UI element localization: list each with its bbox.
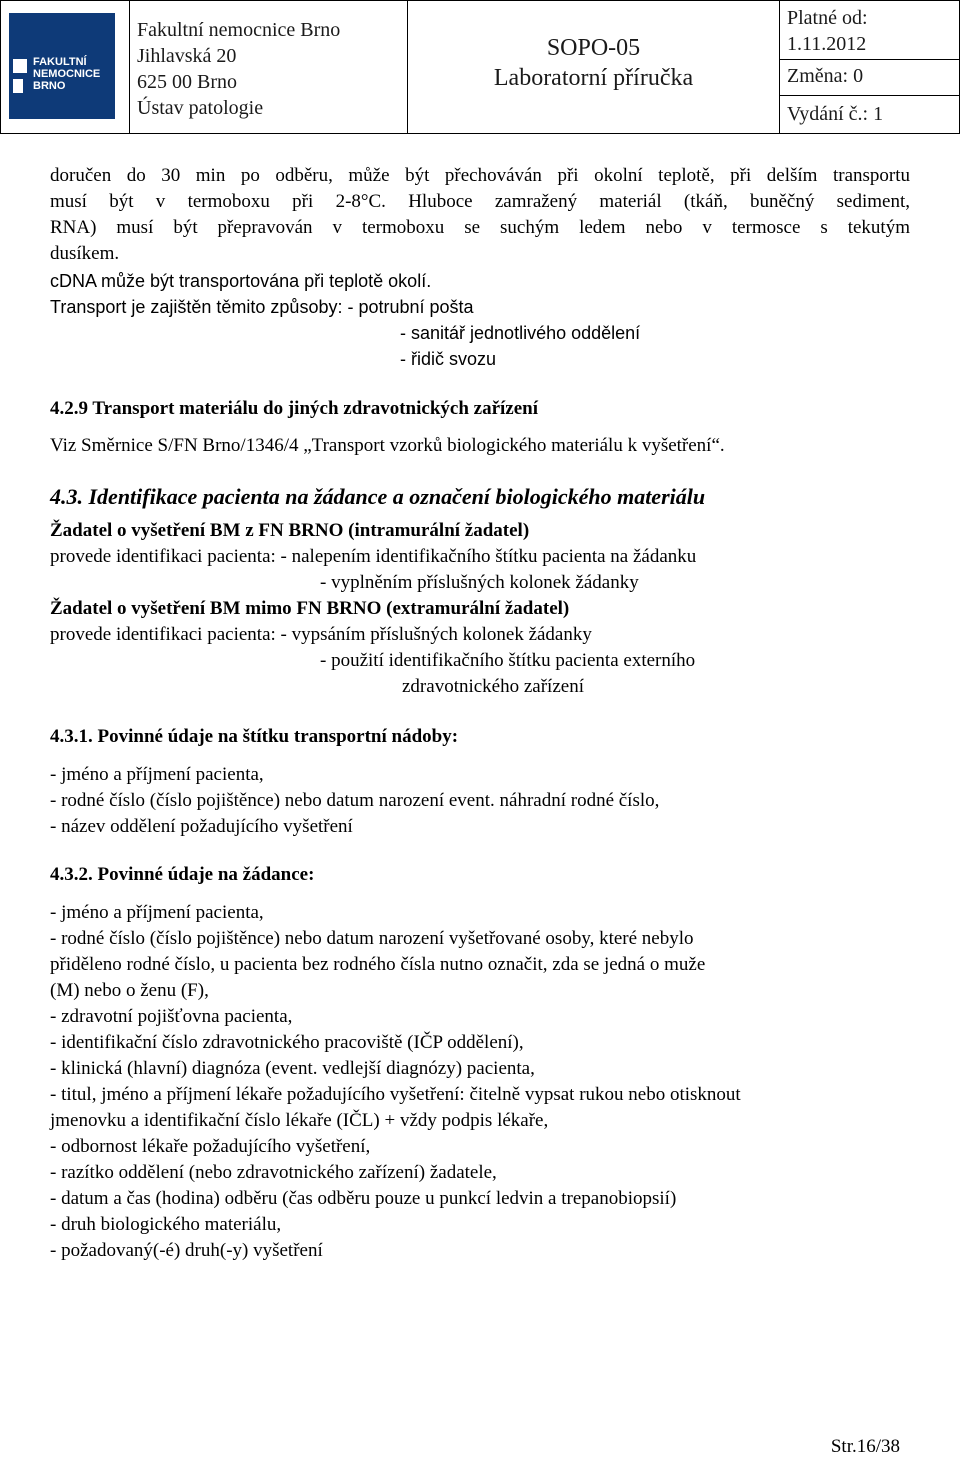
request-item: - datum a čas (hodina) odběru (čas odběru pouze u punkcí ledvin a trepanobiopsií) — [50, 1188, 677, 1209]
request-item: - jméno a příjmení pacienta, — [50, 902, 264, 923]
transport-intro: Transport je zajištěn těmito způsoby: - potrubní pošta — [50, 297, 474, 317]
request-item: - titul, jméno a příjmení lékaře požadujícího vyšetření: čitelně vypsat rukou nebo otisknout — [50, 1084, 741, 1105]
logo-text: FAKULTNÍ — [33, 56, 87, 68]
request-item: - odbornost lékaře požadujícího vyšetření, — [50, 1136, 371, 1157]
meta-cell — [779, 0, 960, 134]
intramural-line: - vyplněním příslušných kolonek žádanky — [320, 572, 639, 593]
request-item: - rodné číslo (číslo pojištěnce) nebo datum narození vyšetřované osoby, které nebylo — [50, 928, 694, 949]
org-department: Ústav patologie — [137, 97, 264, 119]
edition-number: Vydání č.: 1 — [787, 103, 884, 125]
extramural-line: - použití identifikačního štítku pacienta externího — [320, 650, 696, 671]
org-street: Jihlavská 20 — [137, 45, 237, 67]
logo-mark-icon — [13, 79, 23, 93]
request-item: přiděleno rodné číslo, u pacienta bez rodného čísla nutno označit, zda se jedná o muže — [50, 954, 706, 975]
transport-item: - sanitář jednotlivého oddělení — [400, 323, 641, 343]
doc-title: Laboratorní příručka — [493, 65, 694, 91]
valid-date: 1.11.2012 — [787, 33, 867, 55]
paragraph-line: musí být v termoboxu při 2-8°C. Hluboce zamražený materiál (tkáň, buněčný sediment, — [50, 191, 910, 212]
directive-reference: Viz Směrnice S/FN Brno/1346/4 „Transport vzorků biologického materiálu k vyšetření“. — [50, 435, 725, 456]
intramural-line: provede identifikaci pacienta: - nalepením identifikačního štítku pacienta na žádanku — [50, 546, 697, 567]
page-number: Str.16/38 — [830, 1436, 900, 1457]
label-item: - název oddělení požadujícího vyšetření — [50, 816, 353, 837]
org-city: 625 00 Brno — [137, 71, 237, 93]
doc-code: SOPO-05 — [546, 35, 641, 61]
request-item: - požadovaný(-é) druh(-y) vyšetření — [50, 1240, 323, 1261]
meta-divider — [779, 59, 960, 60]
label-item: - jméno a příjmení pacienta, — [50, 764, 264, 785]
request-item: (M) nebo o ženu (F), — [50, 980, 209, 1001]
logo-text: NEMOCNICE — [33, 68, 101, 80]
extramural-heading: Žadatel o vyšetření BM mimo FN BRNO (extramurální žadatel) — [50, 598, 570, 619]
intramural-heading: Žadatel o vyšetření BM z FN BRNO (intramurální žadatel) — [50, 520, 530, 541]
request-item: - klinická (hlavní) diagnóza (event. vedlejší diagnózy) pacienta, — [50, 1058, 535, 1079]
paragraph-line: dusíkem. — [50, 243, 120, 264]
hospital-logo — [9, 13, 115, 119]
logo-cell — [0, 0, 130, 134]
paragraph-line: doručen do 30 min po odběru, může být přechováván při okolní teplotě, při delším transportu — [50, 165, 910, 186]
section-heading-4-3-1: 4.3.1. Povinné údaje na štítku transportní nádoby: — [50, 726, 459, 747]
extramural-line: provede identifikaci pacienta: - vypsáním příslušných kolonek žádanky — [50, 624, 592, 645]
request-item: - razítko oddělení (nebo zdravotnického zařízení) žadatele, — [50, 1162, 497, 1183]
extramural-line: zdravotnického zařízení — [402, 676, 584, 697]
title-cell — [407, 0, 780, 134]
paragraph-line: RNA) musí být přepravován v termoboxu se suchým ledem nebo v termosce s tekutým — [50, 217, 910, 238]
label-item: - rodné číslo (číslo pojištěnce) nebo datum narození event. náhradní rodné číslo, — [50, 790, 660, 811]
section-heading-4-2-9: 4.2.9 Transport materiálu do jiných zdravotnických zařízení — [50, 398, 538, 419]
organization-cell — [129, 0, 408, 134]
request-item: - druh biologického materiálu, — [50, 1214, 282, 1235]
document-header — [0, 0, 960, 134]
request-item: jmenovku a identifikační číslo lékaře (IČL) + vždy podpis lékaře, — [50, 1110, 549, 1131]
org-name: Fakultní nemocnice Brno — [137, 19, 341, 41]
logo-text: BRNO — [33, 80, 66, 92]
request-item: - identifikační číslo zdravotnického pracoviště (IČP oddělení), — [50, 1032, 524, 1053]
section-heading-4-3: 4.3. Identifikace pacienta na žádance a označení biologického materiálu — [50, 484, 706, 509]
request-item: - zdravotní pojišťovna pacienta, — [50, 1006, 293, 1027]
cdna-note: cDNA může být transportována při teplotě okolí. — [50, 271, 432, 291]
transport-item: - řidič svozu — [400, 349, 497, 369]
logo-mark-icon — [13, 59, 27, 73]
change-number: Změna: 0 — [787, 65, 864, 87]
section-heading-4-3-2: 4.3.2. Povinné údaje na žádance: — [50, 864, 315, 885]
valid-label: Platné od: — [787, 7, 868, 29]
meta-divider — [779, 95, 960, 96]
